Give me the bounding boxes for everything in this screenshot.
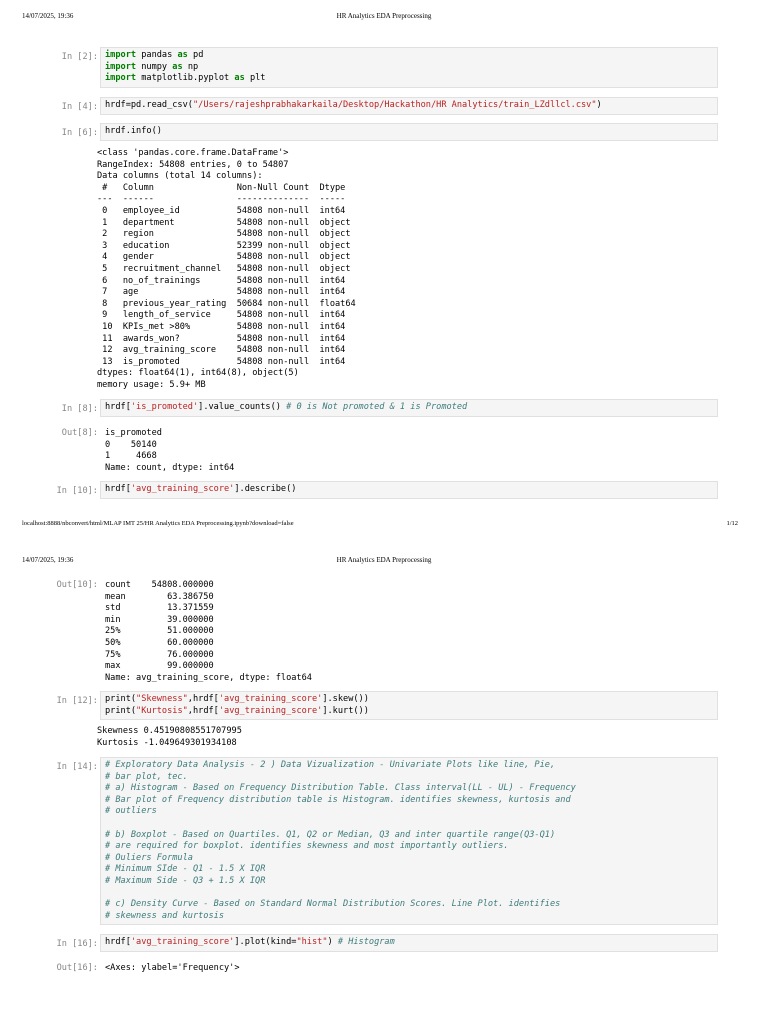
code-cell-value-counts[interactable]: hrdf['is_promoted'].value_counts() # 0 is Not promoted & 1 is Promoted xyxy=(100,399,718,417)
code-cell-histogram[interactable]: hrdf['avg_training_score'].plot(kind="hist") # Histogram xyxy=(100,934,718,952)
footer-page-number: 1/12 xyxy=(726,520,738,527)
header-title: HR Analytics EDA Preprocessing xyxy=(336,12,432,20)
page-header xyxy=(22,12,746,24)
cell-prompt: In [8]: xyxy=(61,404,98,414)
cell-prompt: In [12]: xyxy=(56,696,98,706)
header-datetime: 14/07/2025, 19:36 xyxy=(22,12,74,20)
out-prompt: Out[16]: xyxy=(56,963,98,973)
describe-output: count 54808.000000 mean 63.386750 std 13.371559 min 39.000000 25% 51.000000 50% 60.000000 75% 76.000000 max 99.000000 Name: avg_training_score, dtype: float64 xyxy=(105,580,312,683)
footer-url: localhost:8888/nbconvert/html/MLAP IMT 25/HR Analytics EDA Preprocessing.ipynb?download=false xyxy=(22,520,294,527)
header-datetime: 14/07/2025, 19:36 xyxy=(22,556,74,564)
cell-prompt: In [10]: xyxy=(56,486,98,496)
code-cell-skew-kurt[interactable]: print("Skewness",hrdf['avg_training_score'].skew()) print("Kurtosis",hrdf['avg_training_score'].kurt()) xyxy=(100,691,718,720)
value-counts-output: is_promoted 0 50140 1 4668 Name: count, dtype: int64 xyxy=(105,428,235,473)
cell-prompt: In [4]: xyxy=(61,102,98,112)
cell-prompt: In [6]: xyxy=(61,128,98,138)
code-cell-read-csv[interactable]: hrdf=pd.read_csv("/Users/rajeshprabhakarkaila/Desktop/Hackathon/HR Analytics/train_LZdllcl.csv") xyxy=(100,97,718,115)
code-cell-describe[interactable]: hrdf['avg_training_score'].describe() xyxy=(100,481,718,499)
cell-prompt: In [2]: xyxy=(61,52,98,62)
header-title: HR Analytics EDA Preprocessing xyxy=(336,556,432,564)
page-header xyxy=(22,556,746,568)
code-cell-info[interactable]: hrdf.info() xyxy=(100,123,718,141)
cell-prompt: In [16]: xyxy=(56,939,98,949)
code-cell-imports[interactable]: import pandas as pd import numpy as np import matplotlib.pyplot as plt xyxy=(100,47,718,88)
out-prompt: Out[10]: xyxy=(56,580,98,590)
histogram-output: <Axes: ylabel='Frequency'> xyxy=(105,963,240,973)
info-output: <class 'pandas.core.frame.DataFrame'> RangeIndex: 54808 entries, 0 to 54807 Data columns (total 14 columns): # Column Non-Null Count Dtype --- ------ -------------- ----- 0 employee_id 54808 non-null int64 1 department 54808 non-null object 2 region 54808 non-null object 3 education 52399 non-null object 4 gender 54808 non-null object 5 recruitment_channel 54808 non-null object 6 no_of_trainings 54808 non-null int64 7 age 54808 non-null int64 8 previous_year_rating 50684 non-null float64 9 length_of_service 54808 non-null int64 10 KPIs_met >80% 54808 non-null int64 11 awards_won? 54808 non-null int64 12 avg_training_score 54808 non-null int64 13 is_promoted 54808 non-null int64 dtypes: float64(1), int64(8), object(5) memory usage: 5.9+ MB xyxy=(97,148,356,390)
skew-kurt-output: Skewness 0.45190808551707995 Kurtosis -1.049649301934108 xyxy=(97,726,242,748)
out-prompt: Out[8]: xyxy=(61,428,98,438)
page-2 xyxy=(0,540,768,1024)
code-cell-eda-comments[interactable]: # Exploratory Data Analysis - 2 ) Data Vizualization - Univariate Plots like line, Pie, # bar plot, tec. # a) Histogram - Based on Frequency Distribution Table. Class interval(LL - UL) - Frequency # Bar plot of Frequency distribution table is Histogram. identifies skewness, kurtosis and # outliers # b) Boxplot - Based on Quartiles. Q1, Q2 or Median, Q3 and inter quartile range(Q3-Q1) # are required for boxplot. identifies skewness and most importantly outliers. # Ouliers Formula # Minimum SIde - Q1 - 1.5 X IQR # Maximum Side - Q3 + 1.5 X IQR # c) Density Curve - Based on Standard Normal Distribution Scores. Line Plot. identifies # skewness and kurtosis xyxy=(100,757,718,925)
cell-prompt: In [14]: xyxy=(56,762,98,772)
page-footer xyxy=(22,520,746,532)
